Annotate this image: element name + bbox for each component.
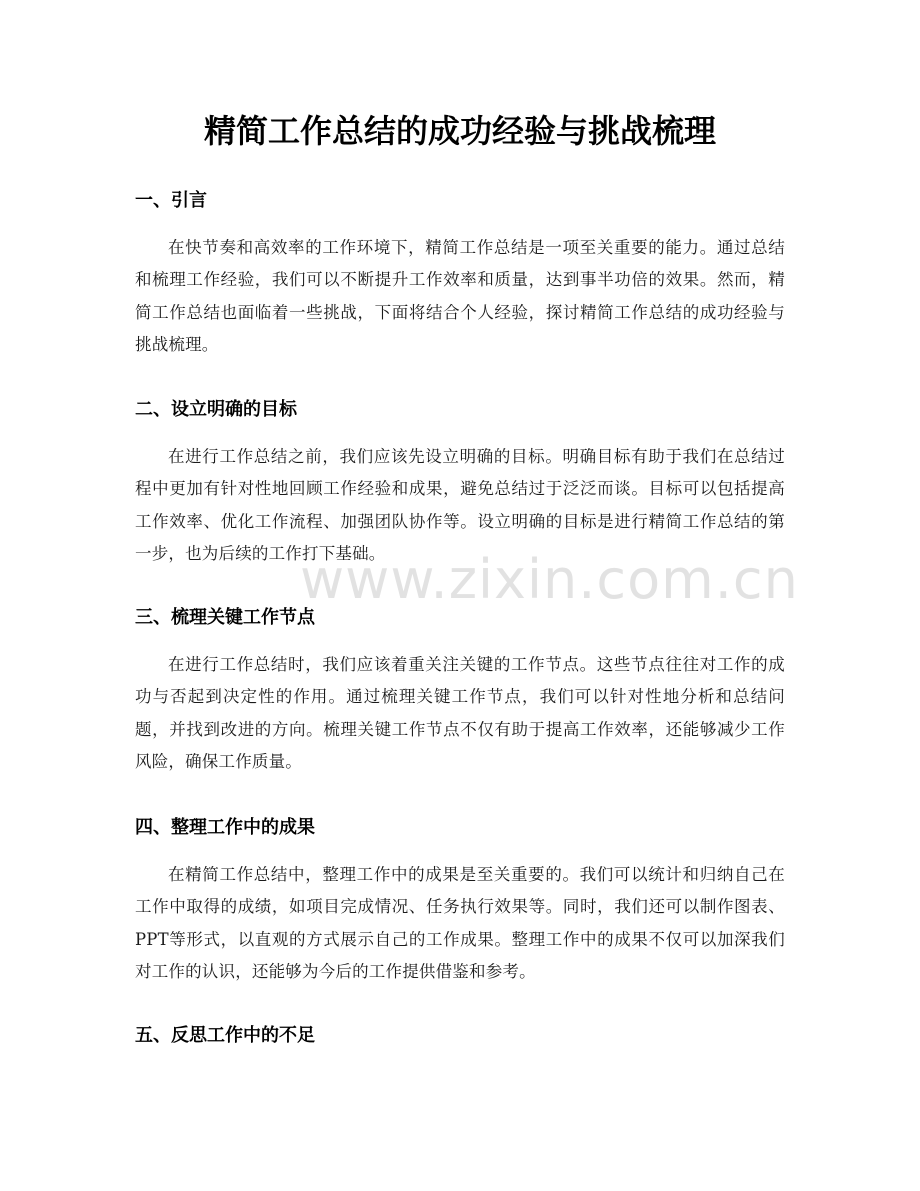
- section-introduction: [135, 188, 785, 362]
- section-set-goals: [135, 397, 785, 571]
- section-heading: 四、整理工作中的成果: [135, 817, 315, 838]
- section-reflection: [135, 1023, 785, 1067]
- section-paragraph: 在精简工作总结中，整理工作中的成果是至关重要的。我们可以统计和归纳自己在工作中取得的成绩，如项目完成情况、任务执行效果等。同时，我们还可以制作图表、PPT等形式，以直观的方式展示自己的工作成果。整理工作中的成果不仅可以加深我们对工作的认识，还能够为今后的工作提供借鉴和参考。: [135, 865, 785, 982]
- watermark: www.zixin.com.cn: [300, 548, 799, 611]
- section-paragraph: 在进行工作总结之前，我们应该先设立明确的目标。明确目标有助于我们在总结过程中更加有针对性地回顾工作经验和成果，避免总结过于泛泛而谈。目标可以包括提高工作效率、优化工作流程、加强团队协作等。设立明确的目标是进行精简工作总结的第一步，也为后续的工作打下基础。: [135, 447, 785, 564]
- section-heading: 三、梳理关键工作节点: [135, 607, 315, 628]
- section-heading: 五、反思工作中的不足: [135, 1025, 315, 1046]
- section-paragraph: 在快节奏和高效率的工作环境下，精简工作总结是一项至关重要的能力。通过总结和梳理工作经验，我们可以不断提升工作效率和质量，达到事半功倍的效果。然而，精简工作总结也面临着一些挑战，下面将结合个人经验，探讨精简工作总结的成功经验与挑战梳理。: [135, 238, 785, 355]
- section-heading: 二、设立明确的目标: [135, 399, 297, 420]
- section-key-nodes: [135, 605, 785, 779]
- document-title: 精简工作总结的成功经验与挑战梳理: [203, 112, 716, 150]
- section-heading: 一、引言: [135, 190, 207, 211]
- section-achievements: [135, 815, 785, 989]
- section-paragraph: 在进行工作总结时，我们应该着重关注关键的工作节点。这些节点往往对工作的成功与否起到决定性的作用。通过梳理关键工作节点，我们可以针对性地分析和总结问题，并找到改进的方向。梳理关键工作节点不仅有助于提高工作效率，还能够减少工作风险，确保工作质量。: [135, 655, 785, 772]
